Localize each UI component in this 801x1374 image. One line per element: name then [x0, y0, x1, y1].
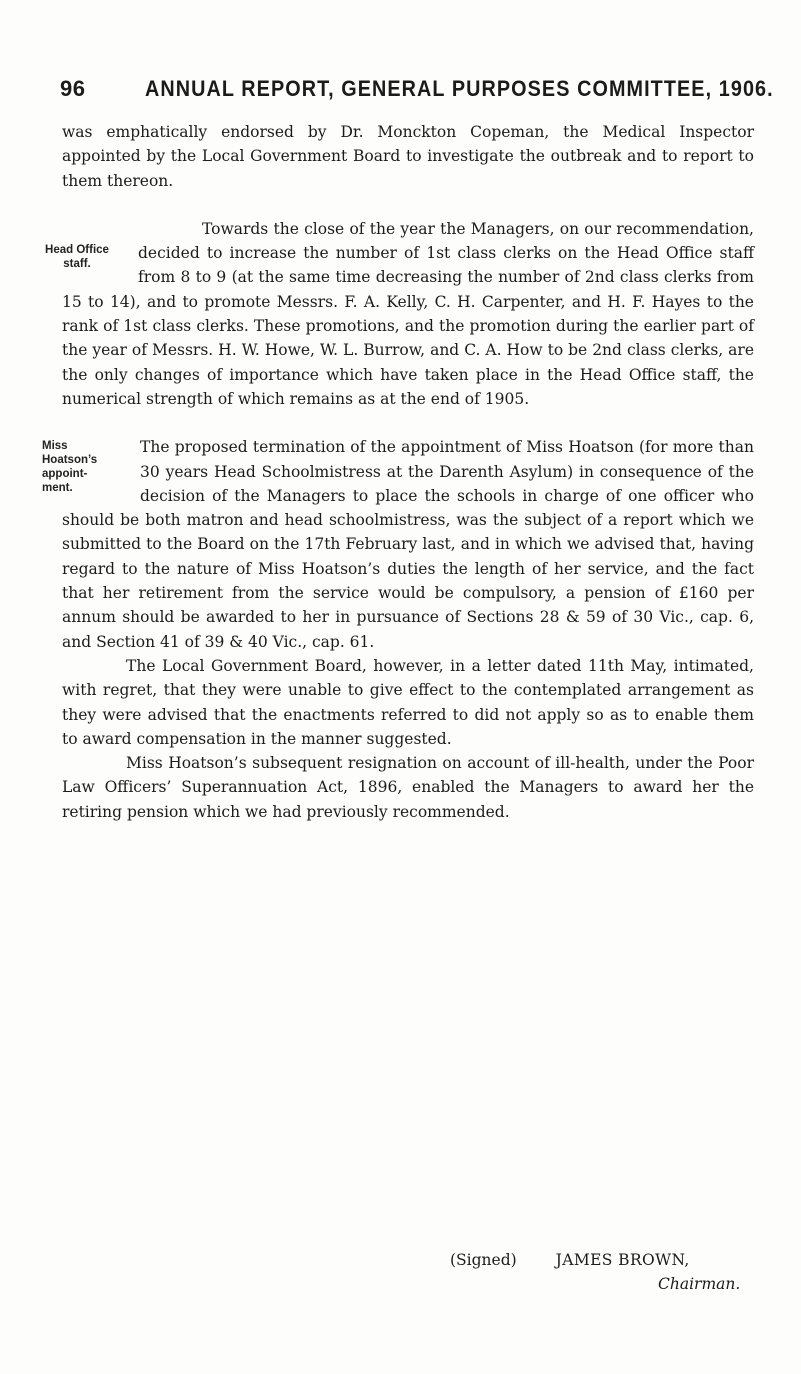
- report-body: [42, 120, 754, 824]
- margin-note-miss-hoatson: [42, 439, 112, 495]
- running-head: ANNUAL REPORT, GENERAL PURPOSES COMMITTEE, 1906.: [145, 76, 774, 101]
- margin-note-line: Miss: [42, 440, 68, 453]
- margin-note-head-office-staff: [34, 243, 120, 271]
- margin-note-line: appoint-: [42, 468, 88, 481]
- signatory-title: Chairman.: [658, 1275, 741, 1293]
- signed-label: (Signed): [450, 1251, 517, 1269]
- section-miss-hoatson: [42, 435, 754, 824]
- paragraph-lgb-letter: The Local Government Board, however, in a letter dated 11th May, intimated, with regret, that they were unable to give effect to the contemplated arrangement as they were advised that the enactments referred to did not apply so as to enable them to award compensation in the manner suggested.: [62, 656, 754, 748]
- margin-note-line: Head Office: [45, 243, 109, 256]
- margin-note-line: staff.: [63, 257, 91, 270]
- page-header: [60, 76, 774, 108]
- margin-note-line: ment.: [42, 482, 73, 495]
- paragraph-hoatson-pension: The proposed termination of the appointment of Miss Hoatson (for more than 30 years Head Schoolmistress at the Darenth Asylum) in consequence of the decision of the Managers to place the schools in charge of one officer who should be both matron and head schoolmistress, was the subject of a report which we submitted to the Board on the 17th February last, and in which we advised that, having regard to the nature of Miss Hoatson’s duties the length of her service, and the fact that her retirement from the service would be compulsory, a pension of £160 per annum should be awarded to her in pursuance of Sections 28 & 59 of 30 Vic., cap. 6, and Section 41 of 39 & 40 Vic., cap. 61.: [62, 438, 754, 651]
- paragraph-head-office-staff: Towards the close of the year the Managers, on our recommendation, decided to increase the number of 1st class clerks on the Head Office staff from 8 to 9 (at the same time decreasing the number of 2nd class clerks from 15 to 14), and to promote Messrs. F. A. Kelly, C. H. Carpenter, and H. F. Hayes to the rank of 1st class clerks. These promotions, and the promotion during the earlier part of the year of Messrs. H. W. Howe, W. L. Burrow, and C. A. How to be 2nd class clerks, are the only changes of importance which have taken place in the Head Office staff, the numerical strength of which remains as at the end of 1905.: [62, 219, 754, 408]
- section-head-office-staff: [45, 217, 754, 411]
- signatory-name: JAMES BROWN,: [555, 1251, 690, 1269]
- page-number: 96: [60, 76, 86, 101]
- paragraph-hoatson-resignation: Miss Hoatson’s subsequent resignation on account of ill-health, under the Poor Law Officers’ Superannuation Act, 1896, enabled the Managers to award her the retiring pension which we had previously recommended.: [62, 754, 754, 821]
- margin-note-line: Hoatson’s: [42, 454, 98, 467]
- signature-line: [450, 1248, 690, 1272]
- paragraph-outbreak-endorsement: was emphatically endorsed by Dr. Monckton Copeman, the Medical Inspector appointed by the Local Government Board to investigate the outbreak and to report to them thereon.: [62, 123, 754, 190]
